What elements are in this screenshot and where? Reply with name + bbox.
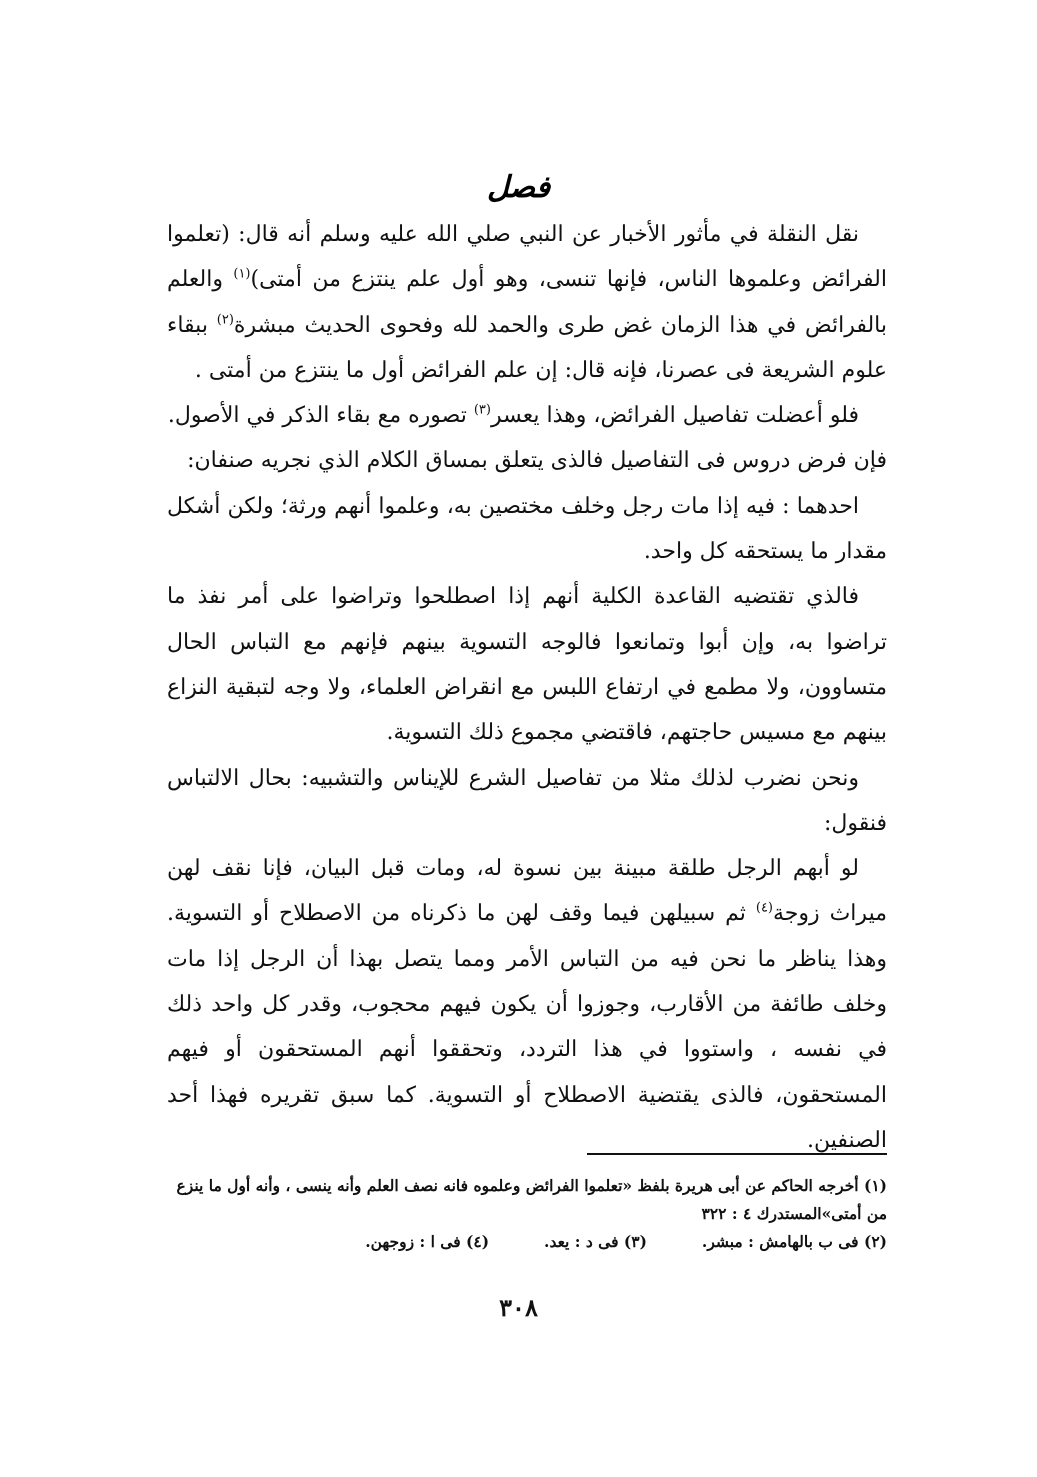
paragraph-6: ونحن نضرب لذلك مثلا من تفاصيل الشرع للإيناس والتشبيه: بحال الالتباس فنقول: — [167, 765, 887, 836]
paragraph-1: نقل النقلة في مأثور الأخبار عن النبي صلي الله عليه وسلم أنه قال: (تعلموا الفرائض وعلموها الناس، فإنها تنسى، وهو أول علم ينتزع من أمتى)$^{(١)}$ والعلم بالفرائض في هذا الزمان غض طرى والحمد لله وفحوى الحديث مبشرة$^{(٢)}$ ببقاء علوم الشريعة فى عصرنا، فإنه قال: إن علم الفرائض أول ما ينتزع من أمتى . — [167, 222, 888, 383]
paragraph-3: فإن فرض دروس فى التفاصيل فالذى يتعلق بمساق الكلام الذي نجريه صنفان: — [187, 448, 887, 474]
footnote-ref-3: (٣) — [473, 402, 491, 418]
page-number: ٣٠٨ — [499, 1293, 538, 1322]
footnote-ref-1: (١) — [233, 266, 251, 282]
footnote-3: (٣) فى د : يعد. — [544, 1232, 647, 1251]
footnote-1: (١) أخرجه الحاكم عن أبى هريرة بلفظ «تعلموا الفرائض وعلموه فانه نصف العلم وأنه ينسى ، وأنه أول ما ينزع من أمتى»المستدرك ٤ : ٣٢٢ — [176, 1176, 887, 1223]
footnote-2: (٢) فى ب بالهامش : مبشر. — [701, 1232, 887, 1251]
footnote-divider — [587, 1153, 887, 1155]
body-text — [167, 212, 887, 1163]
section-heading: فصل — [486, 170, 551, 205]
footnote-4: (٤) فى ا : زوجهن. — [365, 1232, 490, 1251]
paragraph-4: احدهما : فيه إذا مات رجل وخلف مختصين به، وعلموا أنهم ورثة؛ ولكن أشكل مقدار ما يستحقه كل واحد. — [167, 493, 887, 565]
footnote-ref-4: (٤) — [755, 901, 773, 917]
paragraph-2: فلو أعضلت تفاصيل الفرائض، وهذا يعسر$^{(٣)}$ تصوره مع بقاء الذكر في الأصول. — [167, 402, 859, 429]
paragraph-5: فالذي تقتضيه القاعدة الكلية أنهم إذا اصطلحوا وتراضوا على أمر نفذ ما تراضوا به، وإن أبوا وتمانعوا فالوجه التسوية بينهم فإنهم مع التباس الحال متساوون، ولا مطمع في ارتفاع اللبس مع انقراض العلماء، ولا وجه لتبقية النزاع بينهم مع مسيس حاجتهم، فاقتضي مجموع ذلك التسوية. — [167, 584, 887, 746]
footnotes — [167, 1172, 887, 1256]
paragraph-7: لو أبهم الرجل طلقة مبينة بين نسوة له، ومات قبل البيان، فإنا نقف لهن ميراث زوجة$^{(٤)}$ ثم سبيلهن فيما وقف لهن ما ذكرناه من الاصطلاح أو التسوية. وهذا يناظر ما نحن فيه من التباس الأمر ومما يتصل بهذا أن الرجل إذا مات وخلف طائفة من الأقارب، وجوزوا أن يكون فيهم محجوب، وقدر كل واحد ذلك في نفسه ، واستووا في هذا التردد، وتحققوا أنهم المستحقون أو فيهم المستحقون، فالذى يقتضية الاصطلاح أو التسوية. كما سبق تقريره فهذا أحد الصنفين. — [167, 856, 887, 1153]
footnote-row — [167, 1228, 887, 1256]
footnote-ref-2: (٢) — [216, 312, 234, 328]
